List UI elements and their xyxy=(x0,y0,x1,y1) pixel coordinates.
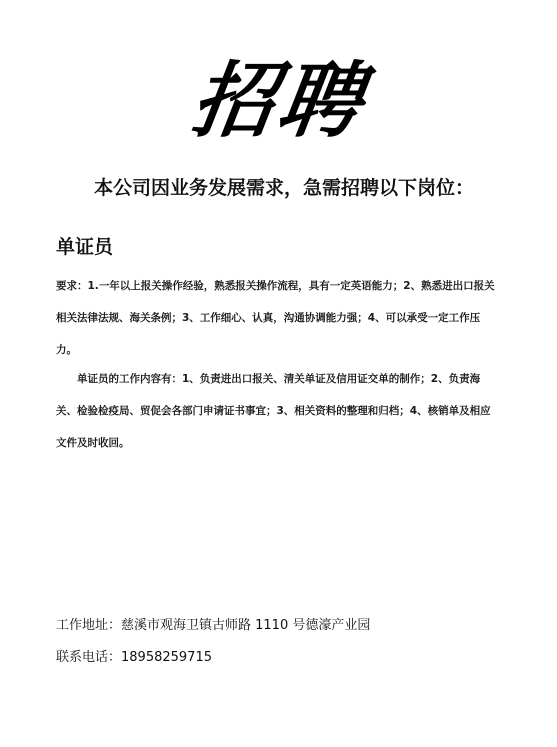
duties-paragraph: 单证员的工作内容有：1、负责进出口报关、清关单证及信用证交单的制作；2、负责海关、检验检疫局、贸促会各部门申请证书事宜；3、相关资料的整理和归档；4、核销单及相应文件及时收回。 xyxy=(56,373,491,449)
notice-title: 招聘 xyxy=(185,54,372,149)
position-title: 单证员 xyxy=(56,236,114,258)
requirements-paragraph: 要求：1.一年以上报关操作经验，熟悉报关操作流程，具有一定英语能力；2、熟悉进出口报关相关法律法规、海关条例；3、工作细心、认真，沟通协调能力强；4、可以承受一定工作压力。 xyxy=(56,280,495,356)
contact-phone: 联系电话：18958259715 xyxy=(56,650,212,665)
work-address: 工作地址：慈溪市观海卫镇古师路 1110 号德濠产业园 xyxy=(56,618,371,633)
intro-paragraph: 本公司因业务发展需求，急需招聘以下岗位： xyxy=(94,177,475,199)
